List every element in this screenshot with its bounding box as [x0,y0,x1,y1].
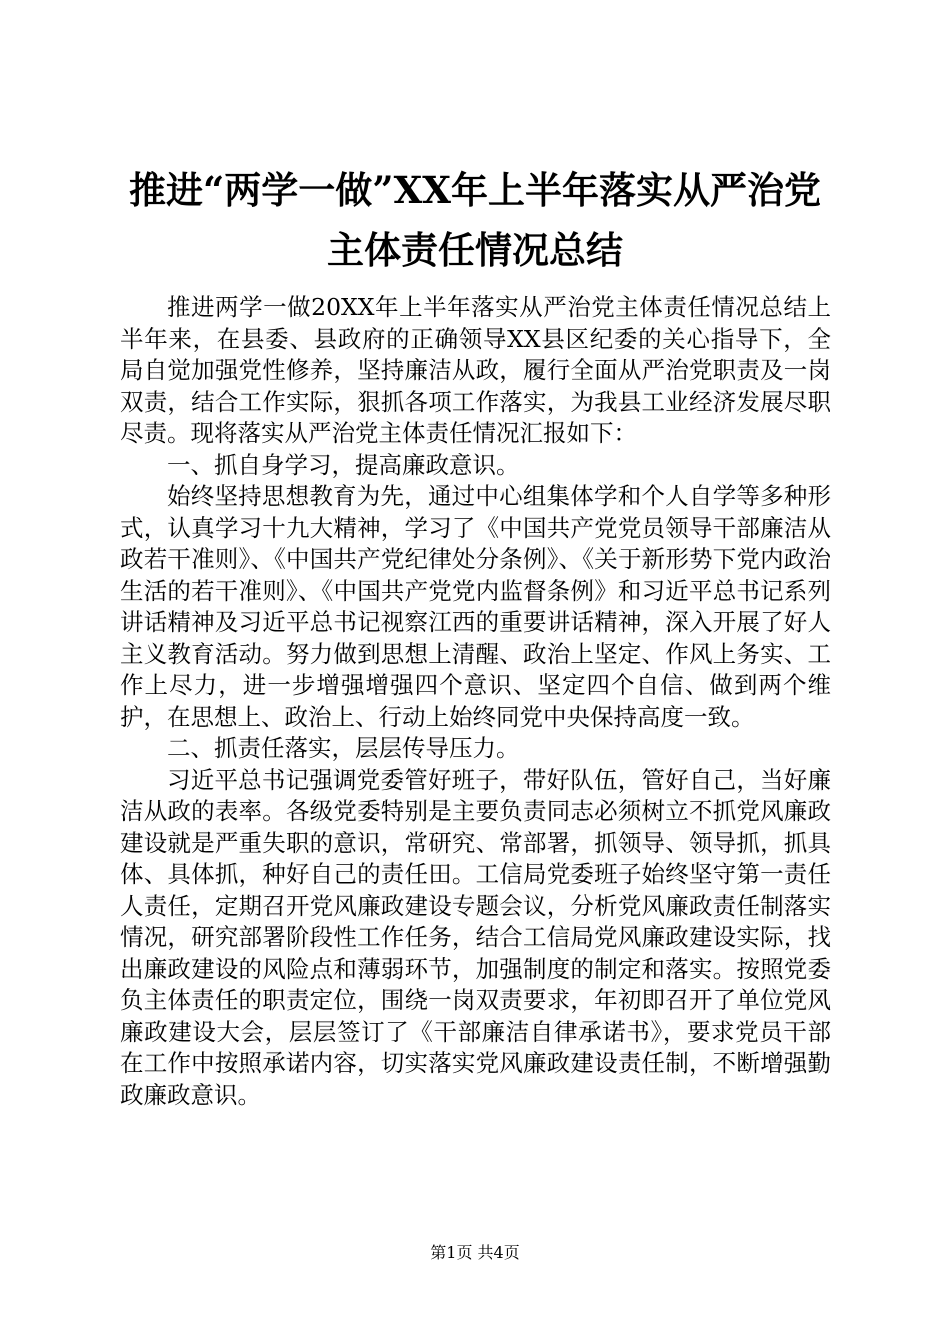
intro-paragraph: 推进两学一做20XX年上半年落实从严治党主体责任情况总结上半年来，在县委、县政府的正确领导XX县区纪委的关心指导下，全局自觉加强党性修养，坚持廉洁从政，履行全面从严治党职责及一岗双责，结合工作实际，狠抓各项工作落实，为我县工业经济发展尽职尽责。现将落实从严治党主体责任情况汇报如下： [120,293,831,447]
document-body [120,292,831,1111]
section-2-paragraph: 习近平总书记强调党委管好班子，带好队伍，管好自己，当好廉洁从政的表率。各级党委特别是主要负责同志必须树立不抓党风廉政建设就是严重失职的意识，常研究、常部署，抓领导、领导抓，抓具体、具体抓，种好自己的责任田。工信局党委班子始终坚守第一责任人责任，定期召开党风廉政建设专题会议，分析党风廉政责任制落实情况，研究部署阶段性工作任务，结合工信局党风廉政建设实际，找出廉政建设的风险点和薄弱环节，加强制度的制定和落实。按照党委负主体责任的职责定位，围绕一岗双责要求，年初即召开了单位党风廉政建设大会，层层签订了《干部廉洁自律承诺书》，要求党员干部在工作中按照承诺内容，切实落实党风廉政建设责任制，不断增强勤政廉政意识。 [120,765,831,1109]
section-1-paragraph: 始终坚持思想教育为先，通过中心组集体学和个人自学等多种形式，认真学习十九大精神，学习了《中国共产党党员领导干部廉洁从政若干准则》、《中国共产党纪律处分条例》、《关于新形势下党内政治生活的若干准则》、《中国共产党党内监督条例》和习近平总书记系列讲话精神及习近平总书记视察江西的重要讲话精神，深入开展了好人主义教育活动。努力做到思想上清醒、政治上坚定、作风上务实、工作上尽力，进一步增强增强四个意识、坚定四个自信、做到两个维护，在思想上、政治上、行动上始终同党中央保持高度一致。 [120,482,831,731]
document-title-line-2: 主体责任情况总结 [327,228,623,272]
section-heading-2: 二、抓责任落实，层层传导压力。 [167,734,520,762]
section-heading-1: 一、抓自身学习，提高廉政意识。 [167,450,520,479]
document-title-line-1: 推进“两学一做”XX年上半年落实从严治党 [129,168,821,212]
page-number-footer: 第1页 共4页 [430,1243,520,1262]
